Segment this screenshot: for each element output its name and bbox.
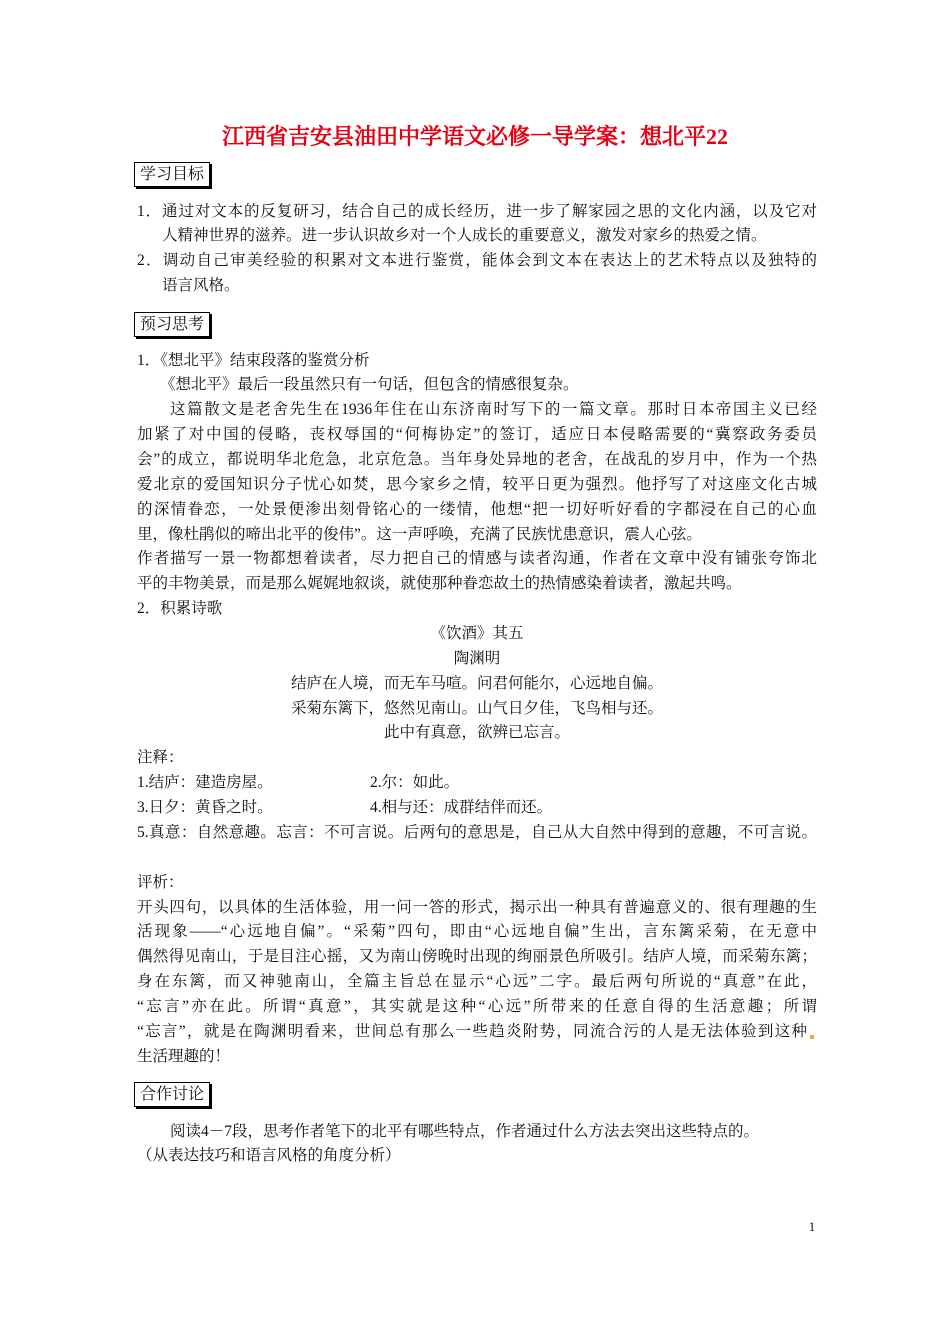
- section-heading-goals: 学习目标: [134, 162, 210, 187]
- goal-item-1-line-2: 人精神世界的滋养。进一步认识故乡对一个人成长的重要意义，激发对家乡的热爱之情。: [162, 227, 767, 245]
- paragraph1-line: 会”的成立，都说明华北危急，北京危急。当年身处异地的老舍，在战乱的岁月中，作为一个热: [137, 451, 817, 469]
- note-item: 2.尔：如此。: [370, 774, 460, 792]
- poem-line: 此中有真意，欲辨已忘言。: [383, 724, 570, 742]
- discussion-line: 阅读4－7段，思考作者笔下的北平有哪些特点，作者通过什么方法去突出这些特点的。: [170, 1122, 760, 1140]
- page-number: 1: [808, 1219, 816, 1234]
- poem-author: 陶渊明: [453, 649, 501, 667]
- analysis-line: 生活理趣的！: [137, 1047, 231, 1065]
- analysis-line-with-mark: [137, 1020, 817, 1045]
- paragraph1-line: 这篇散文是老舍先生在1936年住在山东济南时写下的一篇文章。那时日本帝国主义已经: [170, 401, 817, 419]
- analysis-line: 开头四句，以具体的生活体验，用一问一答的形式，揭示出一种具有普遍意义的、很有理趣的生: [137, 898, 817, 916]
- paragraph2-line: 平的丰物美景，而是那么娓娓地叙谈，就使那种眷恋故土的热情感染着读者，激起共鸣。: [137, 575, 742, 593]
- analysis-label: 评析：: [137, 873, 184, 891]
- paragraph1-line: 的深情眷恋，一处景便渗出刻骨铭心的一缕情，他想“把一切好听好看的字都浸在自己的心血: [137, 500, 817, 518]
- preview-part2-title: 2．积累诗歌: [137, 600, 223, 618]
- cursor-mark: [810, 1035, 814, 1039]
- poem-line: 结庐在人境，而无车马喧。问君何能尔，心远地自偏。: [290, 674, 663, 692]
- goals-list: [137, 200, 817, 299]
- notes-row: [137, 771, 817, 796]
- paragraph2-line: 作者描写一景一物都想着读者，尽力把自己的情感与读者沟通，作者在文章中没有铺张夸饰北: [137, 550, 817, 568]
- goal-item-1-line-1: 1．通过对文本的反复研习，结合自己的成长经历，进一步了解家园之思的文化内涵，以及它对: [137, 202, 817, 220]
- notes-label: 注释：: [137, 749, 184, 767]
- analysis-line: 活现象——“心远地自偏”。“采菊”四句，即由“心远地自偏”生出，言东篱采菊，在无意中: [137, 923, 817, 941]
- goal-item-2-line-1: 2．调动自己审美经验的积累对文本进行鉴赏，能体会到文本在表达上的艺术特点以及独特的: [137, 252, 817, 270]
- analysis-line: 偶然得见南山，于是目注心摇，又为南山傍晚时出现的绚丽景色所吸引。结庐人境，而采菊东篱；: [137, 948, 817, 966]
- notes-row: [137, 796, 817, 821]
- preview-content: [137, 349, 817, 1070]
- section-heading-preview: 预习思考: [134, 312, 210, 337]
- paragraph1-line: 加紧了对中国的侵略，丧权辱国的“何梅协定”的签订，适应日本侵略需要的“冀察政务委员: [137, 426, 817, 444]
- note-item: 1.结庐：建造房屋。: [137, 774, 273, 792]
- discussion-line: （从表达技巧和语言风格的角度分析）: [137, 1147, 401, 1165]
- goal-item-2-line-2: 语言风格。: [162, 277, 240, 295]
- blank-line: [137, 846, 817, 871]
- discussion-content: [137, 1120, 817, 1170]
- analysis-line: “忘言”亦在此。所谓“真意”，其实就是这种“心远”所带来的任意自得的生活意趣；所谓: [137, 997, 817, 1015]
- note-item: 3.日夕：黄昏之时。: [137, 799, 273, 817]
- analysis-line: “忘言”，就是在陶渊明看来，世间总有那么一些趋炎附势，同流合污的人是无法体验到这种: [137, 1022, 807, 1040]
- note-item: 4.相与还：成群结伴而还。: [370, 799, 553, 817]
- paragraph1-line: 里，像杜鹃似的啼出北平的俊伟”。这一声呼唤，充满了民族忧患意识，震人心弦。: [137, 525, 702, 543]
- note-item: 5.真意：自然意趣。忘言：不可言说。后两句的意思是，自己从大自然中得到的意趣，不可言说。: [137, 823, 817, 841]
- paragraph1-line: 爱北京的爱国知识分子忧心如焚，思今家乡之情，较平日更为强烈。他抒写了对这座文化古城: [137, 475, 817, 493]
- analysis-line: 身在东篱，而又神驰南山，全篇主旨总在显示“心远”二字。最后两句所说的“真意”在此，: [137, 973, 817, 991]
- poem-title: 《饮酒》其五: [430, 625, 524, 643]
- preview-part1-intro: 《想北平》最后一段虽然只有一句话，但包含的情感很复杂。: [160, 376, 579, 394]
- section-heading-discussion: 合作讨论: [134, 1082, 210, 1107]
- preview-part1-title: 1．《想北平》结束段落的鉴赏分析: [137, 351, 370, 369]
- poem-line: 采菊东篱下，悠然见南山。山气日夕佳，飞鸟相与还。: [290, 699, 663, 717]
- document-title: 江西省吉安县油田中学语文必修一导学案：想北平22: [221, 124, 728, 149]
